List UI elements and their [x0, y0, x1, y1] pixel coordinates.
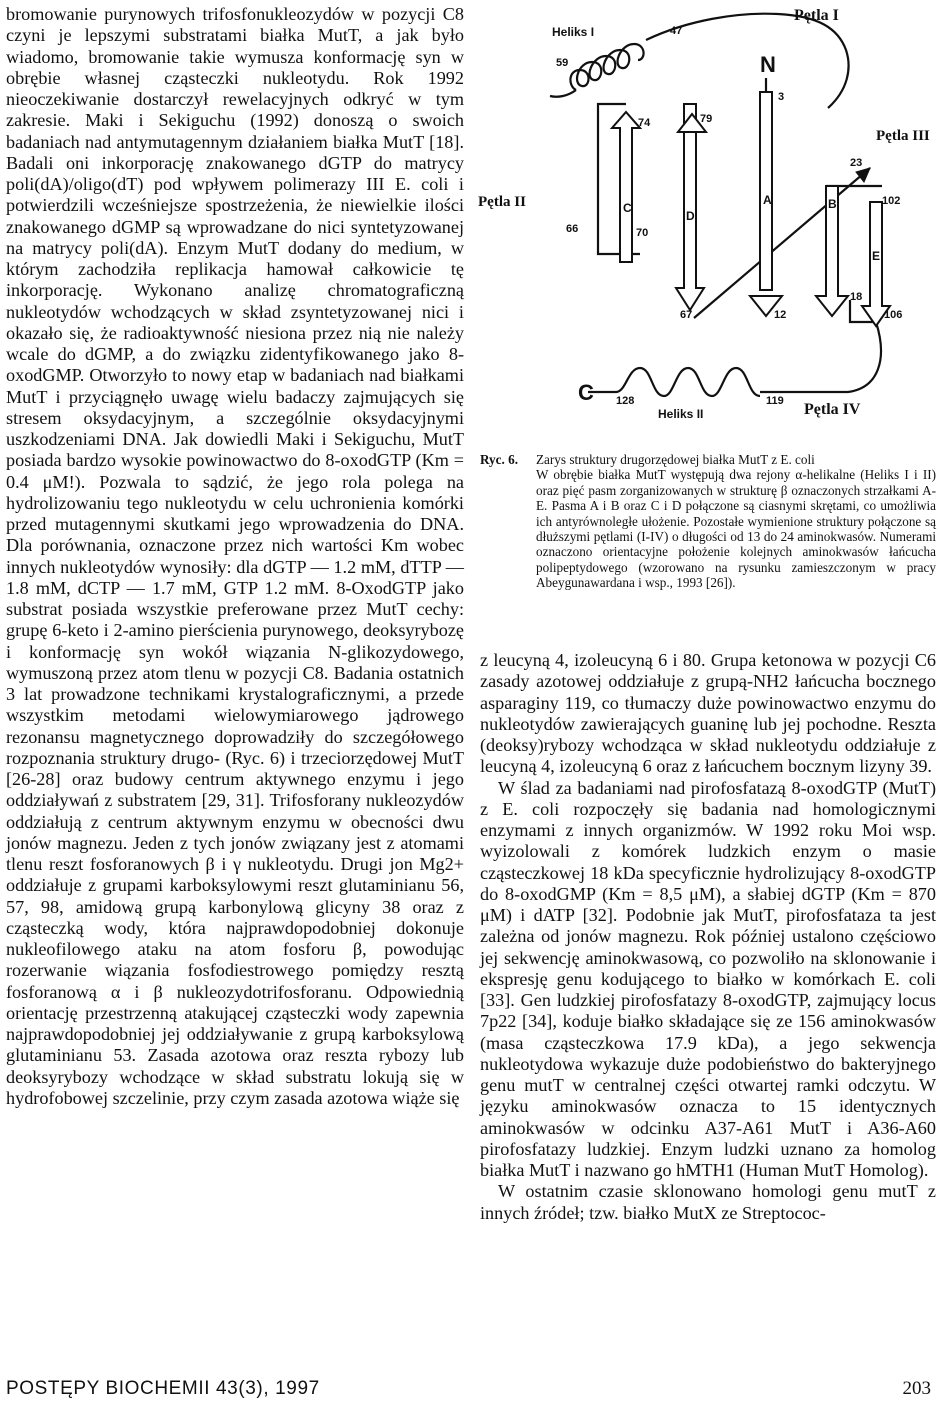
num-23: 23 — [850, 157, 863, 169]
strand-c — [612, 112, 640, 262]
right-paragraph-1: z leucyną 4, izoleucyną 6 i 80. Grupa ketonowa w pozycji C6 zasady azotowej oddziałuje z grupą-NH2 łańcucha bocznego asparaginy 119, co tłumaczy duże powinowactwo enzymu do nukleotydów zawierających guaninę lub jej pochodne. Reszta (deoksy)rybozy wchodząca w skład nukleotydu oddziałuje z leucyną 4, izoleucyną 6 oraz z łańcuchem bocznym lizyny 39. — [480, 650, 936, 777]
num-18: 18 — [850, 291, 863, 303]
strand-e — [862, 202, 890, 326]
label-strand-e: E — [872, 249, 881, 263]
label-strand-a: A — [763, 193, 772, 207]
right-paragraph-3: W ostatnim czasie sklonowano homologi genu mutT z innych źródeł; tzw. białko MutX ze Streptococ- — [480, 1181, 936, 1223]
label-helix-i: Heliks I — [552, 25, 595, 39]
journal-footer: POSTĘPY BIOCHEMII 43(3), 1997 — [6, 1378, 320, 1399]
label-n-terminus: N — [760, 52, 776, 77]
figure-caption — [480, 452, 936, 591]
strand-a — [760, 92, 772, 290]
strand-d — [676, 104, 704, 310]
num-47: 47 — [670, 25, 683, 37]
label-loop-iv: Pętla IV — [804, 401, 861, 418]
num-67: 67 — [680, 309, 693, 321]
left-column — [6, 4, 464, 1109]
caption-title: Zarys struktury drugorzędowej białka MutT z E. coli — [536, 452, 815, 467]
num-66: 66 — [566, 223, 579, 235]
label-loop-i: Pętla I — [794, 7, 839, 24]
page-number: 203 — [902, 1378, 931, 1399]
loop-iv — [790, 322, 881, 392]
num-102: 102 — [882, 195, 901, 207]
label-strand-d: D — [686, 209, 695, 223]
num-12: 12 — [774, 309, 787, 321]
helix-i-coil — [570, 44, 643, 90]
num-106: 106 — [884, 309, 903, 321]
num-59: 59 — [556, 57, 569, 69]
label-strand-c: C — [623, 201, 632, 215]
label-helix-ii: Heliks II — [658, 407, 704, 421]
num-74: 74 — [638, 117, 651, 129]
num-3: 3 — [778, 91, 785, 103]
num-119: 119 — [766, 395, 784, 407]
left-paragraph: bromowanie purynowych trifosfonukleozydów w pozycji C8 czyni je lepszymi substratami białka MutT, a jak było wiadomo, bromowanie takie wymusza konformację syn w obrębie własnej cząsteczki nukleotydu. Rok 1992 nieoczekiwanie dostarczył rewelacyjnych odkryć w tym zakresie. Maki i Sekiguchu (1992) donoszą o swoich badaniach nad antymutagennym działaniem białka MutT [18]. Badali oni inkorporację znakowanego dGTP do matrycy poli(dA)/oligo(dT) pod wpływem polimerazy III E. coli i potwierdzili wcześniejsze spostrzeżenia, że niewielkie ilości znakowanego dGMP są wprowadzane do nici syntetyzowanej na matrycy poli(dA). Enzym MutT dodany do medium, w którym zachodziła replikacja hamował całkowicie tę inkorporację. Wykonano analizę chromatograficzną nukleotydów wchodzących w skład zsyntetyzowanej nici i okazało się, że radioaktywność niesiona przez nią nie należy wcale do dGMP, a do związku zidentyfikowanego jako 8-oxodGMP. Otworzyło to nowy etap w badaniach nad białkami MutT i przyciągnęło uwagę wielu badaczy zajmujących się stresem oksydacyjnym, a szczególnie oksydacyjnymi uszkodzeniami DNA. Jak dowiedli Maki i Sekiguchu, MutT posiada bardzo wysokie powinowactwo do 8-oxodGTP (Km = 0.4 μM!). Pozwala to sądzić, że jego rola polega na hydrolizowaniu tego nukleotydu w celu uchronienia komórki przed mutagennymi skutkami jego wprowadzenia do DNA. Dla porównania, oznaczone przez nich wartości Km wobec innych nukleotydów wynosiły: dla dGTP — 1.2 mM, dTTP — 1.8 mM, dCTP — 1.7 mM, GTP 1.2 mM. 8-OxodGTP jako substrat posiada wszystkie preferowane przez MutT cechy: grupę 6-keto i 2-amino pierścienia purynowego, deoksyrybozę i konformację syn wokół wiązania N-glikozydowego, wymuszoną przez atom tlenu w pozycji C8. Badania ostatnich 3 lat prowadzone technikami krystalograficznymi, a przede wszystkim metodami wielowymiarowego jądrowego rezonansu magnetycznego doprowadziły do szczegółowego rozpoznania struktury drugo- (Ryc. 6) i trzeciorzędowej MutT [26-28] oraz budowy centrum aktywnego enzymu i jego oddziaływań z substratem [29, 31]. Trifosforany nukleozydów oddziałują z centrum aktywnym enzymu w obecności dwu jonów magnezu. Jeden z tych jonów związany jest z atomami tlenu reszt fosforanowych β i γ nukleotydu. Drugi jon Mg2+ oddziałuje z grupami karboksylowymi reszt glutaminianu 56, 57, 98, amidową grupą karbonylową glicyny 38 oraz z cząsteczką wody, która najprawdopodobniej dokonuje nukleofilowego ataku na atom fosforu β, powodując rozerwanie wiązania fosfodiestrowego pomiędzy resztą fosforanową α i β nukleozydotrifosforanu. Odpowiednią orientację przestrzenną atakującej cząsteczki wody zapewnia najprawdopodobniej jej oddziaływanie z grupą karboksylową glutaminianu 53. Zasada azotowa oraz reszta rybozy lub deoksyrybozy wchodzące w skład substratu lokują się w hydrofobowej szczelinie, przy czym zasada azotowa wiąże się — [6, 4, 464, 1108]
right-column — [480, 650, 936, 1224]
secondary-structure-diagram — [478, 0, 938, 450]
label-loop-iii: Pętla III — [876, 128, 930, 144]
caption-head: Ryc. 6. — [480, 452, 518, 467]
helix-ii-coil — [616, 368, 760, 396]
caption-body: W obrębie białka MutT występują dwa rejony α-helikalne (Heliks I i II) oraz pięć pasm zorganizowanych w strukturę β oznaczonych strzałkami A-E. Pasma A i B oraz C i D połączone są ciasnymi skrętami, co umożliwia ich antyrównoległe ułożenie. Pozostałe wymienione struktury połączone są dłuższymi pętlami (I-IV) o długości od 13 do 24 aminokwasów. Numerami oznaczono orientacyjne położenie kolejnych aminokwasów łańcucha polipeptydowego (wzorowano na rysunku zamieszczonym w pracy Abeygunawardana i wsp., 1993 [26]). — [536, 467, 936, 591]
num-79: 79 — [700, 113, 713, 125]
num-70: 70 — [636, 227, 649, 239]
figure-mutt-structure — [478, 0, 938, 450]
label-strand-b: B — [828, 197, 837, 211]
right-paragraph-2: W ślad za badaniami nad pirofosfatazą 8-oxodGTP (MutT) z E. coli rozpoczęły się badania nad homologicznymi enzymami z innych organizmów. W 1992 roku Moi wsp. wyizolowali z komórek ludzkich enzym o masie cząsteczkowej 18 kDa specyficznie hydrolizujący 8-oxodGTP do 8-oxodGMP (Km = 8,5 μM), a słabiej dGTP (Km = 870 μM) i dATP [32]. Podobnie jak MutT, pirofosfataza ta jest zależna od jonów magnezu. Rok później ustalono częściowo jej sekwencję aminokwasową, co pozwoliło na sklonowanie i ekspresję genu kodującego to białko w komórkach E. coli [33]. Gen ludzkiej pirofosfatazy 8-oxodGTP, zajmujący locus 7p22 [34], koduje białko składające się ze 156 aminokwasów (masa cząsteczkowa 17.9 kDa), a jego sekwencja nukleotydowa wykazuje duże podobieństwo do bakteryjnego genu mutT w centralnej części otwartej ramki odczytu. W języku aminokwasów oznacza to 15 identycznych aminokwasów w odcinku A37-A61 MutT i A36-A60 pirofosfatazy ludzkiej. Enzym ludzki uznano za homolog białka MutT i nazwano go hMTH1 (Human MutT Homolog). — [480, 777, 936, 1180]
label-loop-ii: Pętla II — [478, 194, 526, 210]
num-128: 128 — [616, 395, 635, 407]
label-c-terminus: C — [578, 380, 594, 405]
